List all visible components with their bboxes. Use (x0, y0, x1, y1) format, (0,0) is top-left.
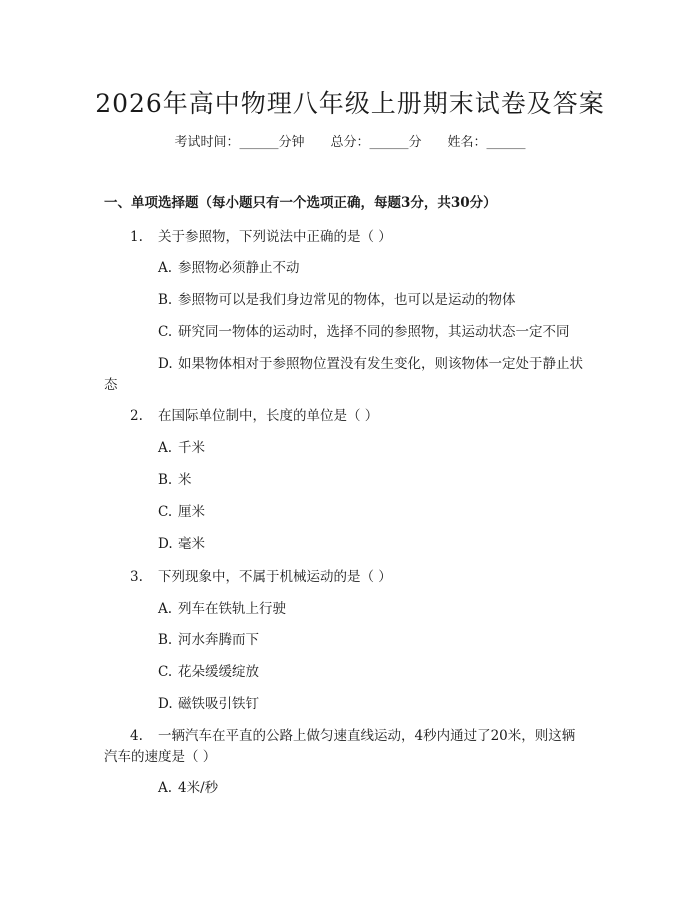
question-number: 4. (130, 728, 143, 744)
question-4 (130, 724, 575, 744)
option-letter: A. (158, 601, 173, 617)
question-number: 2. (130, 408, 143, 424)
page-title: 2026年高中物理八年级上册期末试卷及答案 (95, 89, 605, 118)
question-number: 3. (130, 569, 143, 585)
option-letter: D. (158, 536, 173, 552)
option-letter: A. (158, 260, 173, 276)
option-text: 厘米 (178, 504, 205, 520)
q2-option-b (158, 468, 192, 488)
exam-time: 考试时间：______分钟 (174, 135, 305, 150)
option-letter: B. (158, 472, 173, 488)
question-text: 下列现象中，不属于机械运动的是（ ） (158, 569, 392, 585)
q3-option-d (158, 692, 259, 712)
q2-option-d (158, 532, 205, 552)
question-4-continued: 汽车的速度是（ ） (104, 749, 217, 765)
option-letter: B. (158, 632, 173, 648)
option-text: 河水奔腾而下 (178, 632, 259, 648)
student-name: 姓名：______ (447, 135, 526, 150)
option-letter: A. (158, 440, 173, 456)
question-2 (130, 404, 378, 424)
q1-option-c (158, 320, 570, 340)
option-text: 千米 (178, 440, 205, 456)
total-score: 总分：______分 (330, 135, 422, 150)
q4-option-a (158, 776, 218, 796)
q3-option-a (158, 597, 286, 617)
option-letter: B. (158, 292, 173, 308)
q3-option-c (158, 660, 259, 680)
question-3 (130, 565, 392, 585)
question-number: 1. (130, 229, 143, 245)
q1-option-d-continued: 态 (104, 377, 118, 393)
question-1 (130, 225, 392, 245)
option-text: 米 (178, 472, 192, 488)
q2-option-c (158, 500, 205, 520)
option-text: 4米/秒 (178, 780, 219, 796)
option-letter: C. (158, 324, 173, 340)
option-letter: D. (158, 356, 173, 372)
option-text: 参照物必须静止不动 (178, 260, 300, 276)
option-letter: A. (158, 780, 173, 796)
q1-option-d (158, 352, 583, 372)
option-text: 列车在铁轨上行驶 (178, 601, 286, 617)
option-letter: D. (158, 696, 173, 712)
option-letter: C. (158, 504, 173, 520)
q1-option-b (158, 288, 516, 308)
question-text: 在国际单位制中，长度的单位是（ ） (158, 408, 379, 424)
exam-info (0, 131, 700, 150)
q3-option-b (158, 628, 259, 648)
option-text: 花朵缓缓绽放 (178, 664, 259, 680)
option-text: 研究同一物体的运动时，选择不同的参照物，其运动状态一定不同 (178, 324, 570, 340)
option-text: 参照物可以是我们身边常见的物体，也可以是运动的物体 (178, 292, 516, 308)
section-heading: 一、单项选择题（每小题只有一个选项正确，每题3分，共30分） (104, 195, 497, 211)
question-text: 一辆汽车在平直的公路上做匀速直线运动，4秒内通过了20米，则这辆 (158, 728, 576, 744)
option-text: 毫米 (178, 536, 205, 552)
q1-option-a (158, 256, 300, 276)
option-text: 磁铁吸引铁钉 (178, 696, 259, 712)
option-text: 如果物体相对于参照物位置没有发生变化，则该物体一定处于静止状 (178, 356, 583, 372)
question-text: 关于参照物，下列说法中正确的是（ ） (158, 229, 392, 245)
option-letter: C. (158, 664, 173, 680)
q2-option-a (158, 436, 205, 456)
